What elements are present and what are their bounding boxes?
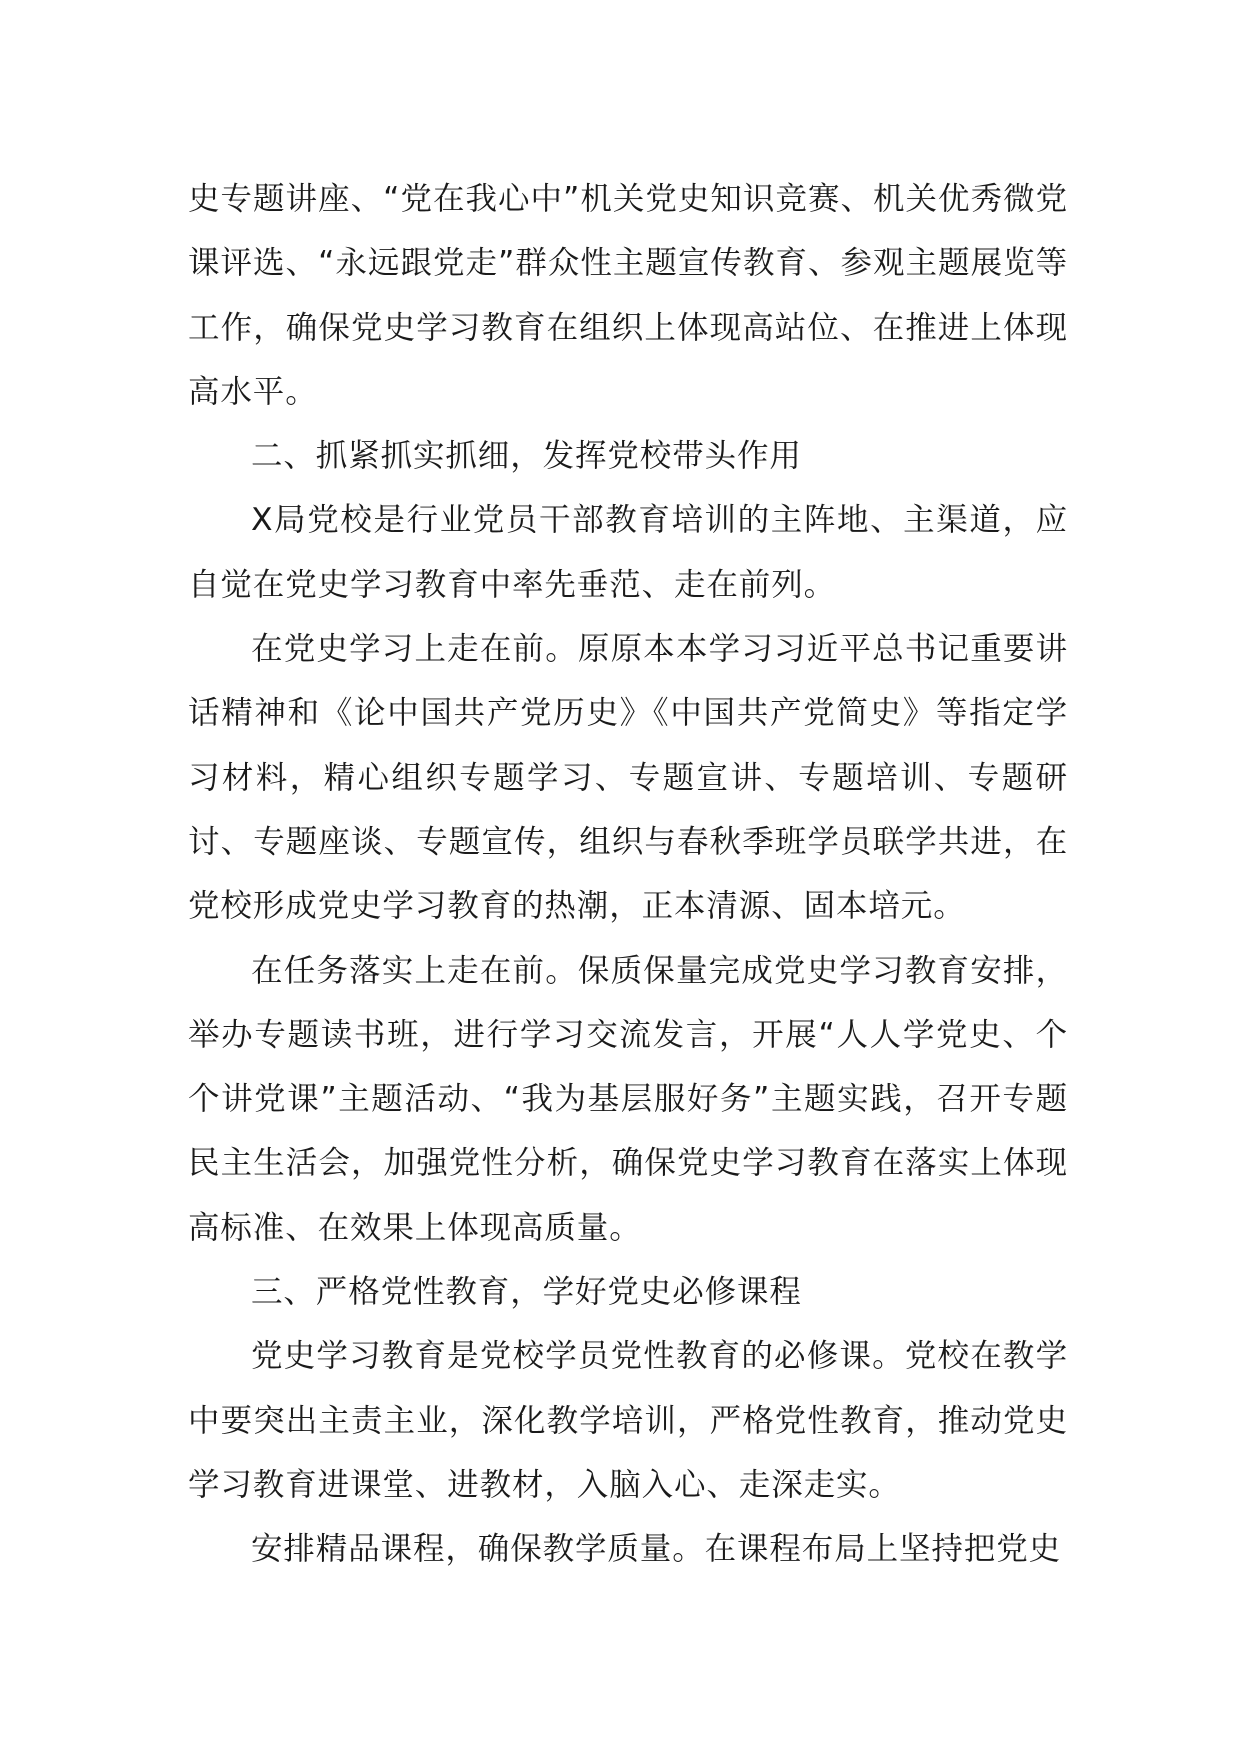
paragraph: 在任务落实上走在前。保质保量完成党史学习教育安排，举办专题读书班，进行学习交流发言，开展“人人学党史、个个讲党课”主题活动、“我为基层服好务”主题实践，召开专题民主生活会，加强党性分析，确保党史学习教育在落实上体现高标准、在效果上体现高质量。 [188, 952, 1068, 1246]
document-body [188, 167, 1068, 1582]
paragraph-continuation: 史专题讲座、“党在我心中”机关党史知识竞赛、机关优秀微党课评选、“永远跟党走”群众性主题宣传教育、参观主题展览等工作，确保党史学习教育在组织上体现高站位、在推进上体现高水平。 [188, 181, 1068, 410]
paragraph: 在党史学习上走在前。原原本本学习习近平总书记重要讲话精神和《论中国共产党历史》《中国共产党简史》等指定学习材料，精心组织专题学习、专题宣讲、专题培训、专题研讨、专题座谈、专题宣传，组织与春秋季班学员联学共进，在党校形成党史学习教育的热潮，正本清源、固本培元。 [188, 631, 1068, 925]
paragraph: X局党校是行业党员干部教育培训的主阵地、主渠道，应自觉在党史学习教育中率先垂范、走在前列。 [188, 502, 1068, 603]
paragraph: 党史学习教育是党校学员党性教育的必修课。党校在教学中要突出主责主业，深化教学培训，严格党性教育，推动党史学习教育进课堂、进教材，入脑入心、走深走实。 [188, 1338, 1068, 1503]
section-heading-2: 二、抓紧抓实抓细，发挥党校带头作用 [251, 438, 802, 475]
section-heading-3: 三、严格党性教育，学好党史必修课程 [251, 1274, 802, 1311]
paragraph-truncated: 安排精品课程，确保教学质量。在课程布局上坚持把党史 [251, 1531, 1062, 1568]
